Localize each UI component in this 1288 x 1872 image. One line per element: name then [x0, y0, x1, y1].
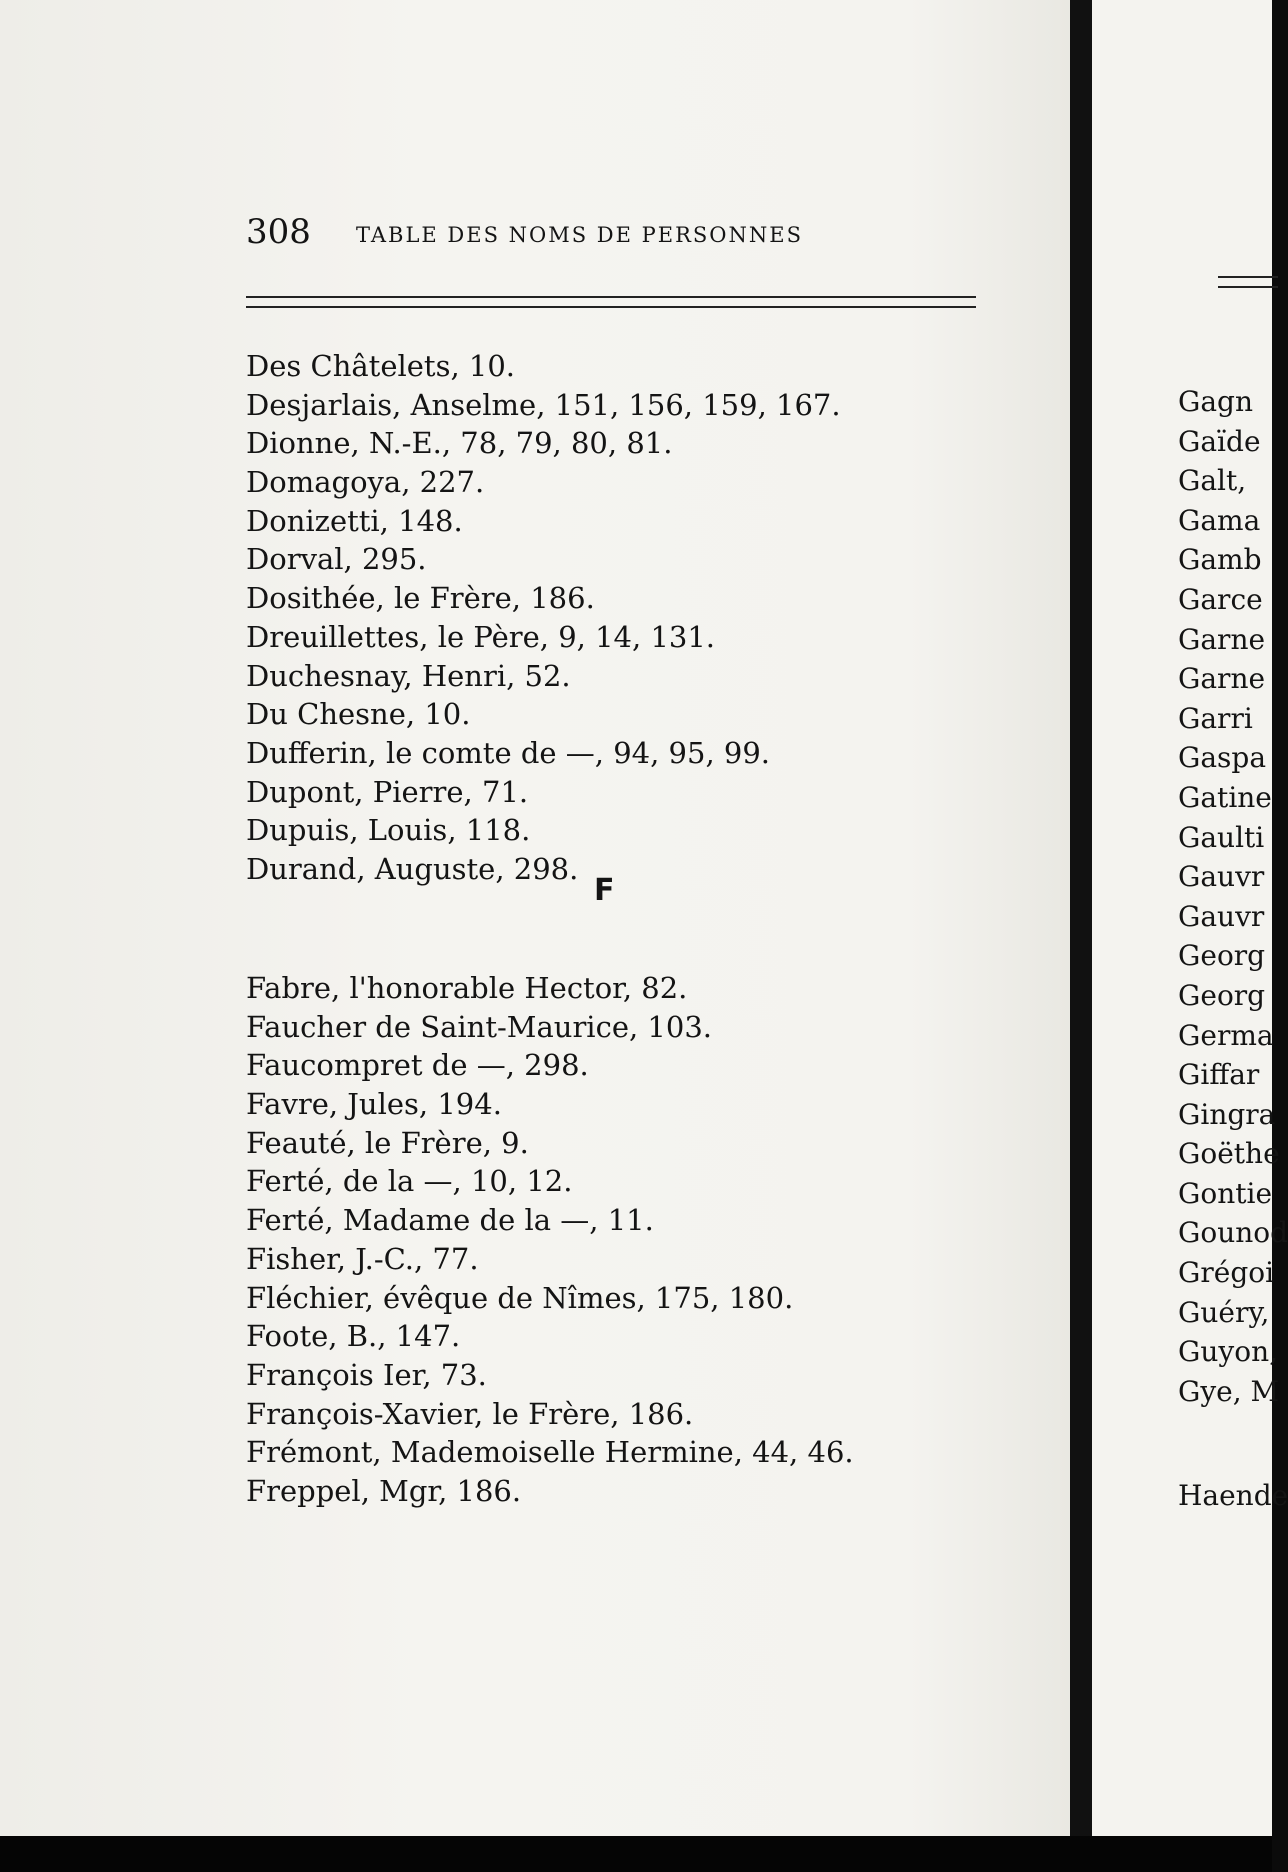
index-entry-fragment: Georg: [1178, 939, 1266, 973]
index-entry: Dionne, N.-E., 78, 79, 80, 81.: [246, 426, 673, 461]
index-entry-fragment: Goëthe: [1178, 1137, 1280, 1171]
index-entry: Fabre, l'honorable Hector, 82.: [246, 971, 688, 1005]
index-entry-fragment: Gaïde: [1178, 424, 1261, 458]
index-entry: Frémont, Mademoiselle Hermine, 44, 46.: [246, 1435, 854, 1470]
index-entry: Dreuillettes, le Père, 9, 14, 131.: [246, 619, 716, 654]
index-entry-fragment: Gingra: [1178, 1097, 1276, 1131]
index-entry-fragment: Haende: [1178, 1479, 1288, 1512]
index-entry: Donizetti, 148.: [246, 503, 463, 538]
index-entry: Dufferin, le comte de —, 94, 95, 99.: [246, 735, 771, 770]
page-header: [246, 212, 986, 262]
index-entry: Duchesnay, Henri, 52.: [246, 658, 571, 693]
index-entry-fragment: Grégoi: [1178, 1256, 1275, 1290]
section-letter-heading: F: [594, 873, 615, 908]
index-entry: Foote, B., 147.: [246, 1319, 461, 1354]
index-entry-fragment: Gauvr: [1178, 860, 1265, 894]
index-entry-fragment: Gama: [1178, 503, 1261, 537]
index-entry-fragment: Gaulti: [1178, 820, 1265, 854]
index-entry: Dorval, 295.: [246, 542, 427, 577]
index-section-f: [246, 969, 1046, 1511]
index-entry-fragment: Garne: [1178, 662, 1266, 696]
index-entry-fragment: Guéry,: [1178, 1295, 1270, 1329]
index-entry: Faucher de Saint-Maurice, 103.: [246, 1009, 712, 1044]
index-entry-fragment: Gatine: [1178, 780, 1272, 814]
index-section-d: [246, 347, 1046, 889]
index-entry-fragment: Garri: [1178, 701, 1253, 735]
index-entry-fragment: Georg: [1178, 978, 1266, 1012]
index-entry: François-Xavier, le Frère, 186.: [246, 1396, 694, 1431]
index-entry-fragment: Garce: [1178, 582, 1263, 616]
index-entry-fragment: Germa: [1178, 1018, 1274, 1052]
index-entry-fragment: Gamb: [1178, 543, 1262, 577]
index-entry: Ferté, Madame de la —, 11.: [246, 1203, 654, 1238]
index-entry: Dosithée, le Frère, 186.: [246, 581, 595, 616]
index-entry-fragment: Gontie: [1178, 1176, 1273, 1210]
page-number: 308: [246, 212, 311, 252]
index-entry-fragment: Garne: [1178, 622, 1266, 656]
index-entry: Dupont, Pierre, 71.: [246, 774, 529, 809]
index-entry-fragment: Guyon,: [1178, 1335, 1279, 1369]
index-entry-fragment: Galt,: [1178, 464, 1247, 498]
book-gutter: [1070, 0, 1092, 1836]
index-entry: Faucompret de —, 298.: [246, 1048, 589, 1083]
running-title: TABLE DES NOMS DE PERSONNES: [356, 223, 803, 247]
index-entry: Durand, Auguste, 298.: [246, 851, 579, 886]
header-rule: [246, 296, 976, 298]
right-header-rule: [1218, 286, 1278, 288]
index-entry: Desjarlais, Anselme, 151, 156, 159, 167.: [246, 387, 841, 422]
index-entry-fragment: Gaspa: [1178, 741, 1267, 775]
index-entry: Fléchier, évêque de Nîmes, 175, 180.: [246, 1280, 794, 1315]
index-entry: Dupuis, Louis, 118.: [246, 813, 531, 848]
header-rule: [246, 306, 976, 308]
index-entry: Domagoya, 227.: [246, 465, 485, 500]
right-header-rule: [1218, 276, 1278, 278]
index-entry: Feauté, le Frère, 9.: [246, 1125, 529, 1160]
right-page-entries: [1178, 382, 1288, 1411]
index-entry: Freppel, Mgr, 186.: [246, 1473, 522, 1508]
index-entry: Favre, Jules, 194.: [246, 1087, 502, 1122]
index-entry: Des Châtelets, 10.: [246, 349, 516, 383]
index-entry: Du Chesne, 10.: [246, 697, 471, 732]
index-entry: François Ier, 73.: [246, 1357, 487, 1392]
index-entry-fragment: Gye, M: [1178, 1374, 1280, 1408]
index-entry-fragment: Gagn: [1178, 385, 1254, 418]
index-entry-fragment: Giffar: [1178, 1058, 1260, 1092]
index-entry-fragment: Gauvr: [1178, 899, 1265, 933]
index-entry: Fisher, J.-C., 77.: [246, 1241, 479, 1276]
scan-bottom-border: [0, 1836, 1272, 1872]
index-entry: Ferté, de la —, 10, 12.: [246, 1164, 573, 1199]
index-entry-fragment: Gounod: [1178, 1216, 1288, 1250]
